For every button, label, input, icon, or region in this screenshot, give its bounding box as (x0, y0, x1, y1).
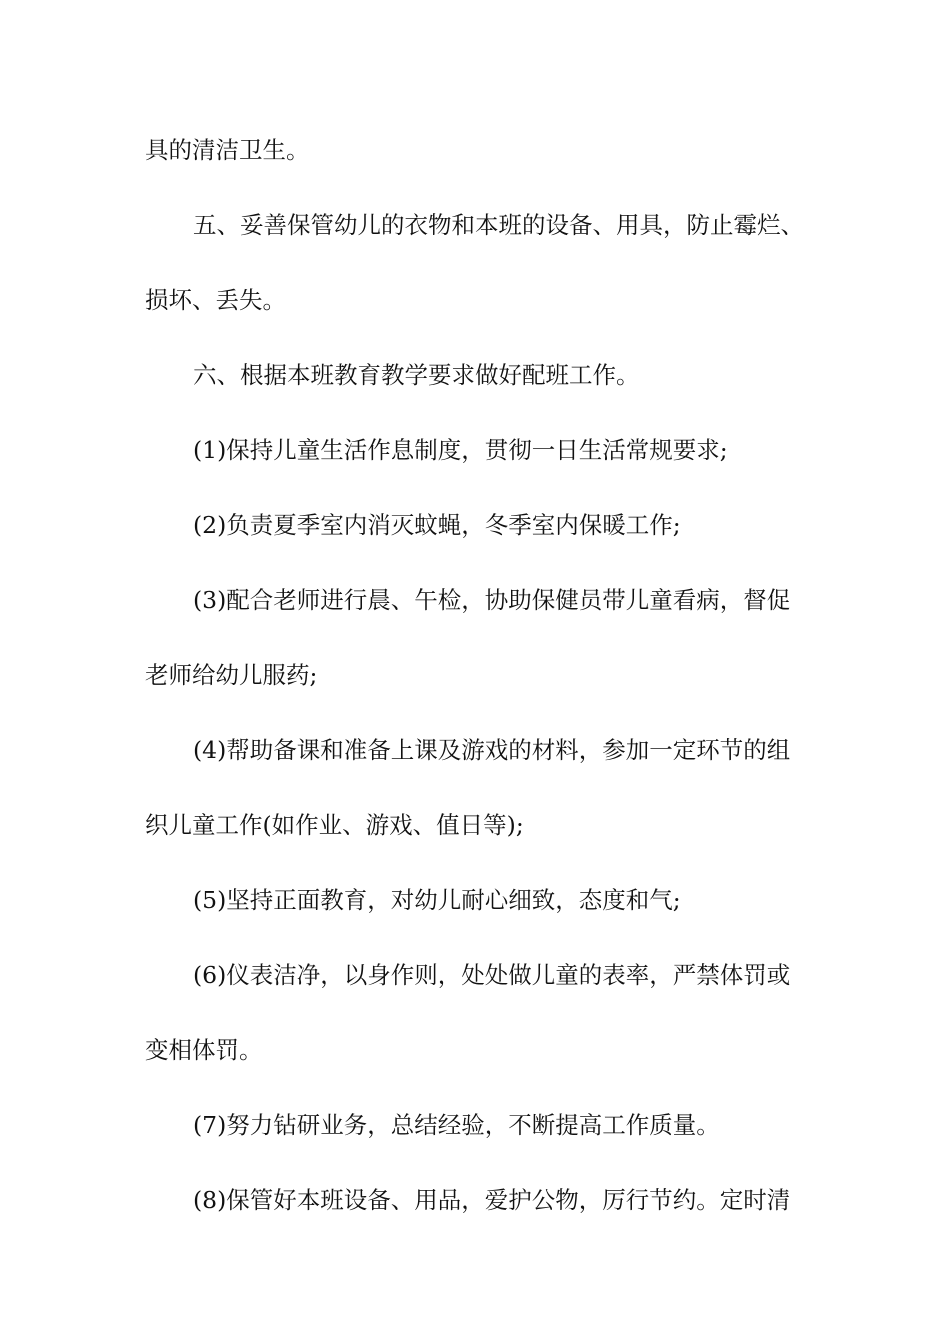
text-line: 五、妥善保管幼儿的衣物和本班的设备、用具，防止霉烂、 (193, 211, 804, 239)
text-line: (6)仪表洁净，以身作则，处处做儿童的表率，严禁体罚或 (193, 961, 791, 989)
text-line: (1)保持儿童生活作息制度，贯彻一日生活常规要求; (193, 436, 728, 464)
text-line: 变相体罚。 (145, 1036, 263, 1064)
text-line: 老师给幼儿服药; (145, 661, 318, 689)
text-line: (7)努力钻研业务，总结经验，不断提高工作质量。 (193, 1111, 720, 1139)
text-line: (3)配合老师进行晨、午检，协助保健员带儿童看病，督促 (193, 586, 791, 614)
text-line: 损坏、丢失。 (145, 286, 286, 314)
text-line: (5)坚持正面教育，对幼儿耐心细致，态度和气; (193, 886, 681, 914)
text-line: 具的清洁卫生。 (145, 136, 310, 164)
text-line: (2)负责夏季室内消灭蚊蝇，冬季室内保暖工作; (193, 511, 681, 539)
text-line: (4)帮助备课和准备上课及游戏的材料，参加一定环节的组 (193, 736, 791, 764)
text-line: 织儿童工作(如作业、游戏、值日等); (145, 811, 524, 839)
text-line: 六、根据本班教育教学要求做好配班工作。 (193, 361, 640, 389)
text-line: (8)保管好本班设备、用品，爱护公物，厉行节约。定时清 (193, 1186, 791, 1214)
